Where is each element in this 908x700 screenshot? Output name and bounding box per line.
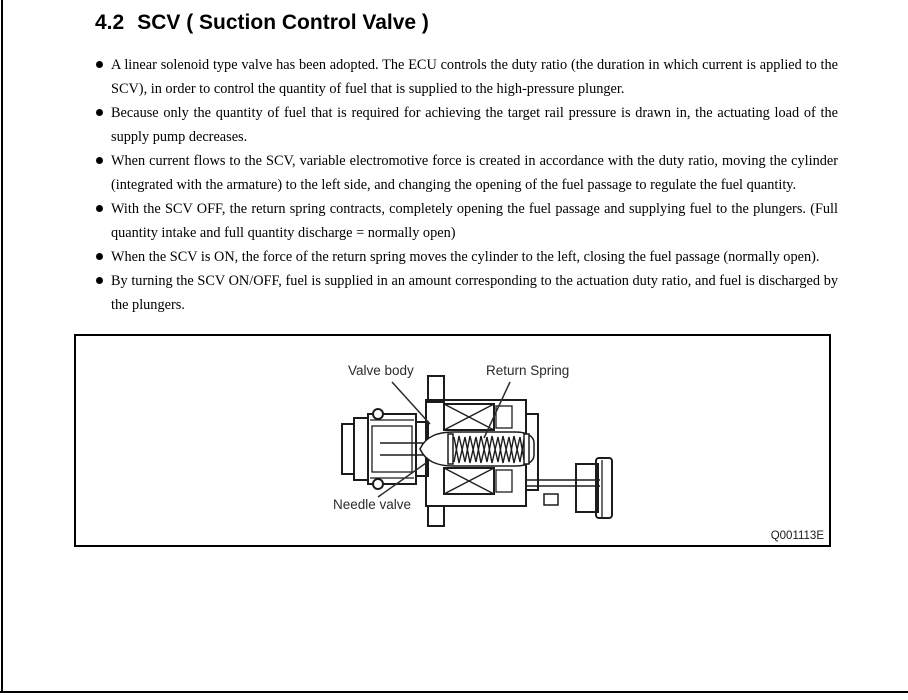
valve-inlet <box>342 409 428 489</box>
coil-winding-bottom <box>444 468 512 494</box>
label-needle-valve: Needle valve <box>333 497 412 512</box>
page-bottom-rule <box>0 691 908 693</box>
list-item <box>95 149 838 197</box>
bullet-icon <box>96 277 103 284</box>
bullet-list <box>95 53 838 317</box>
bullet-icon <box>96 109 103 116</box>
bullet-icon <box>96 157 103 164</box>
section-content <box>95 10 838 317</box>
list-item <box>95 269 838 317</box>
bullet-text: When current flows to the SCV, variable electromotive force is created in accordance with the duty ratio, moving the cylinder (integrated with the armature) to the left side, and changing the opening of the fuel passage to regulate the fuel quantity. <box>111 153 838 193</box>
section-heading <box>95 10 838 36</box>
figure-code: Q001113E <box>770 530 824 542</box>
scv-cross-section-diagram <box>76 336 833 549</box>
section-number: 4.2 <box>95 11 125 34</box>
label-valve-body: Valve body <box>348 363 414 378</box>
label-return-spring: Return Spring <box>486 363 570 378</box>
list-item <box>95 197 838 245</box>
page-left-rule <box>1 0 3 693</box>
bullet-text: A linear solenoid type valve has been adopted. The ECU controls the duty ratio (the duration in which current is applied to the SCV), in order to control the quantity of fuel that is supplied to the high-pressure plunger. <box>111 57 838 97</box>
bullet-icon <box>96 61 103 68</box>
coil-winding-top <box>444 404 512 430</box>
bullet-text: By turning the SCV ON/OFF, fuel is supplied in an amount corresponding to the actuation duty ratio, and fuel is discharged by the plungers. <box>111 273 838 313</box>
list-item <box>95 101 838 149</box>
bullet-text: When the SCV is ON, the force of the return spring moves the cylinder to the left, closing the fuel passage (normally open). <box>111 249 820 265</box>
list-item <box>95 245 838 269</box>
list-item <box>95 53 838 101</box>
bullet-text: Because only the quantity of fuel that is required for achieving the target rail pressure is drawn in, the actuating load of the supply pump decreases. <box>111 105 838 145</box>
bullet-text: With the SCV OFF, the return spring contracts, completely opening the fuel passage and supplying fuel to the plungers. (Full quantity intake and full quantity discharge = normally open) <box>111 201 838 241</box>
section-title: SCV ( Suction Control Valve ) <box>137 11 429 34</box>
figure-box <box>74 334 831 547</box>
bullet-icon <box>96 253 103 260</box>
bullet-icon <box>96 205 103 212</box>
